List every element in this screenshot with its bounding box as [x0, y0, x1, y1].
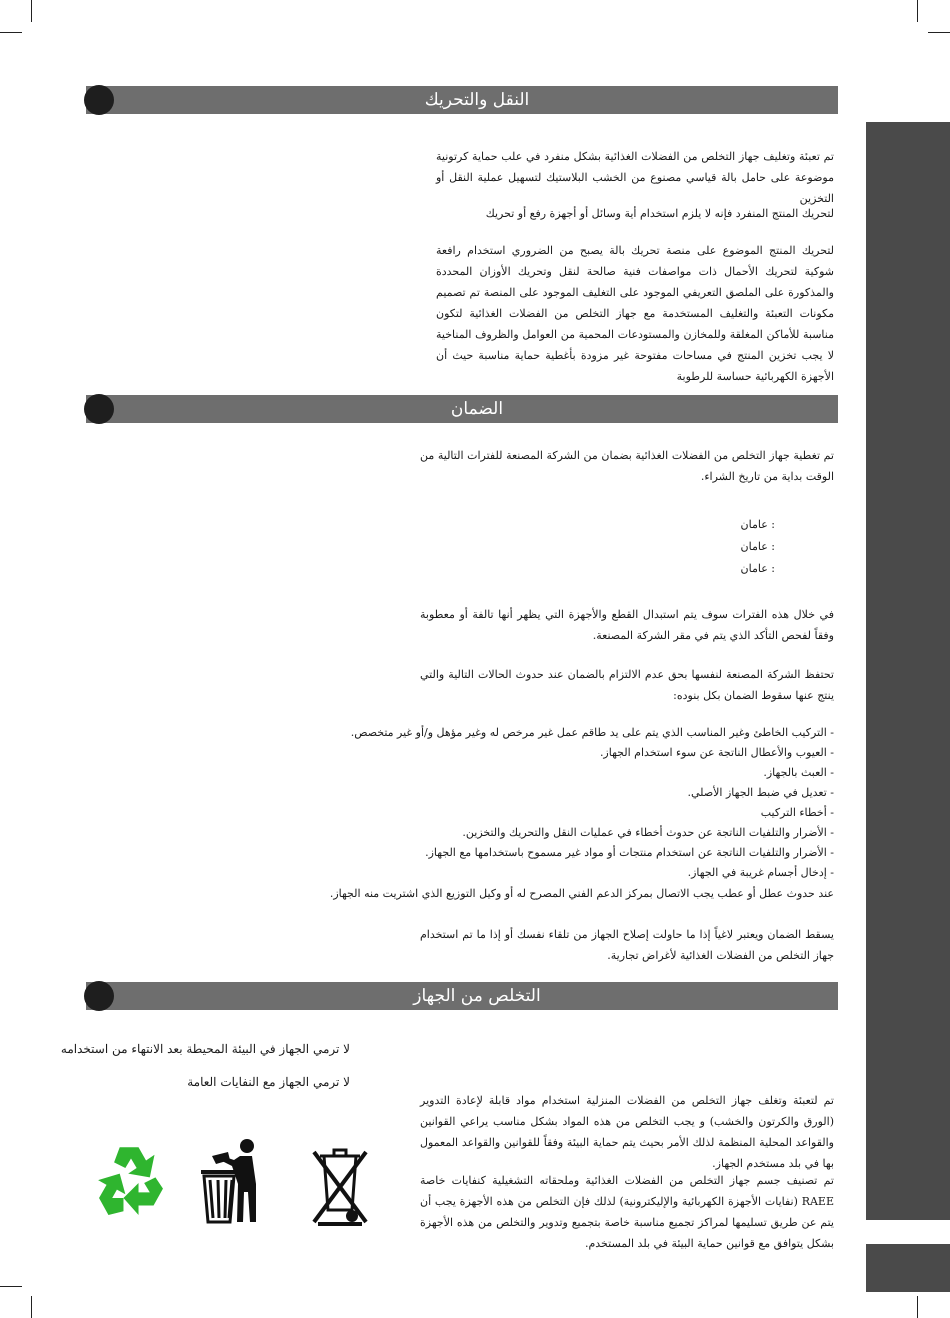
list-item: - التركيب الخاطئ وغير المناسب الذي يتم على يد طاقم عمل غير مرخص له وغير مؤهل و/أو غير متخصص.	[350, 726, 834, 739]
section-bullet-dot	[84, 981, 114, 1011]
warranty-fault-line: عند حدوث عطل أو عطب يجب الاتصال بمركز الدعم الفني المصرح له أو وكيل التوزيع الذي اشتريت منه الجهاز.	[329, 887, 834, 900]
disposal-paragraph-2: تم تصنيف جسم جهاز التخلص من الفضلات الغذائية وملحقاته التشغيلية كنفايات خاصة RAEE (نفايات الأجهزة الكهربائية والإليكترونية) لذلك فإن التخلص من هذه الأجهزة يجب أن يتم عن طريق تسليمها لمراكز تجميع مناسبة خاصة بتجميع وتدوير والتخلص من هذه الأجهزة بشكل يتوافق مع قوانين حماية البيئة في بلد المستخدم.	[420, 1174, 834, 1250]
list-item: - العبث بالجهاز.	[763, 766, 834, 779]
crop-mark	[0, 32, 22, 33]
disposal-paragraph-1: تم لتعبئة وتغلف جهاز التخلص من الفضلات المنزلية استخدام مواد قابلة لإعادة التدوير (الورق والكرتون والخشب) و يجب التخلص من هذه المواد بشكل مناسب يراعي القوانين والقواعد المحلية المنظمة لذلك الأمر بحيث يتم حماية البيئة وفقاً للقوانين والقواعد المعمول بها في بلد مستخدم الجهاز.	[420, 1094, 834, 1170]
warranty-period-3: : عامان	[740, 562, 775, 575]
crop-mark	[917, 0, 918, 22]
list-item: - الأضرار والتلفيات الناتجة عن استخدام منتجات أو مواد غير مسموح باستخدامها مع الجهاز.	[425, 846, 834, 859]
section-title: النقل والتحريك	[424, 90, 530, 110]
side-tab-bottom	[866, 1244, 950, 1292]
section-header-transport	[86, 86, 838, 114]
list-item: - إدخال أجسام غريبة في الجهاز.	[687, 866, 834, 879]
recycle-icon	[84, 1136, 178, 1230]
crop-mark	[31, 1296, 32, 1318]
transport-paragraph-1: تم تعبئة وتغليف جهاز التخلص من الفضلات الغذائية بشكل منفرد في علب حماية كرتونية موضوعة على حامل بالة قياسي مصنوع من الخشب البلاستيك لتسهيل عملية النقل أو التخزين	[436, 150, 834, 205]
warranty-period-1: : عامان	[740, 518, 775, 531]
side-tab-top	[866, 122, 950, 1220]
list-item: - العيوب والأعطال الناتجة عن سوء استخدام الجهاز.	[599, 746, 834, 759]
warranty-paragraph-4: يسقط الضمان ويعتبر لاغياً إذا ما حاولت إصلاح الجهاز من تلقاء نفسك أو إذا ما تم استخدام جهاز التخلص من الفضلات الغذائية لأغراض تجارية.	[420, 928, 834, 962]
transport-paragraph-2: لتحريك المنتج المنفرد فإنه لا يلزم استخدام أية وسائل أو أجهزة رفع أو تحريك	[485, 207, 834, 220]
crop-mark	[917, 1296, 918, 1318]
crop-mark	[0, 1286, 22, 1287]
warranty-paragraph-2: في خلال هذه الفترات سوف يتم استبدال القطع والأجهزة التي يظهر أنها تالفة أو معطوبة وفقاً لفحص التأكد الذي يتم في مقر الشركة المصنعة.	[420, 608, 834, 642]
crop-mark	[928, 32, 950, 33]
disposal-warning-general-waste: لا ترمي الجهاز مع النفايات العامة	[187, 1075, 350, 1089]
warranty-exclusions-list	[350, 723, 834, 883]
section-bullet-dot	[84, 394, 114, 424]
crossed-wheelie-bin-icon	[310, 1148, 370, 1228]
section-header-warranty	[86, 395, 838, 423]
disposal-warning-environment: لا ترمي الجهاز في البيئة المحيطة بعد الانتهاء من استخدامه	[60, 1042, 350, 1056]
section-title: التخلص من الجهاز	[413, 986, 541, 1006]
warranty-intro: تم تغطية جهاز التخلص من الفضلات الغذائية بضمان من الشركة المصنعة للفترات التالية من الوقت بداية من تاريخ الشراء.	[420, 449, 834, 483]
trash-bin-icon	[198, 1136, 270, 1226]
crop-mark	[31, 0, 32, 22]
warranty-paragraph-3: تحتفظ الشركة المصنعة لنفسها بحق عدم الالتزام بالضمان عند حدوث الحالات التالية والتي ينتج عنها سقوط الضمان بكل بنوده:	[420, 668, 834, 702]
transport-paragraph-3: لتحريك المنتج الموضوع على منصة تحريك بالة يصبح من الضروري استخدام رافعة شوكية لتحريك الأحمال ذات مواصفات فنية صالحة لنقل وتحريك الأوزان المحددة والمذكورة على الملصق التعريفي الموجود على التغليف الموجود على المنصة تم تصميم مكونات التعبئة والتغليف المستخدمة مع جهاز التخلص من الفضلات الغذائية لتكون مناسبة للأماكن المغلقة وللمخازن والمستودعات المحمية من العوامل والظروف المناخية لا يجب تخزين المنتج في مساحات مفتوحة غير مزودة بأغطية حماية مناسبة حيث أن الأجهزة الكهربائية حساسة للرطوبة	[436, 244, 835, 383]
section-header-disposal	[86, 982, 838, 1010]
list-item: - تعديل في ضبط الجهاز الأصلي.	[687, 786, 834, 799]
warranty-period-2: : عامان	[740, 540, 775, 553]
section-bullet-dot	[84, 85, 114, 115]
list-item: - الأضرار والتلفيات الناتجة عن حدوث أخطاء في عمليات النقل والتحريك والتخزين.	[462, 826, 834, 839]
list-item: - أخطاء التركيب	[760, 806, 834, 819]
section-title: الضمان	[450, 399, 504, 419]
